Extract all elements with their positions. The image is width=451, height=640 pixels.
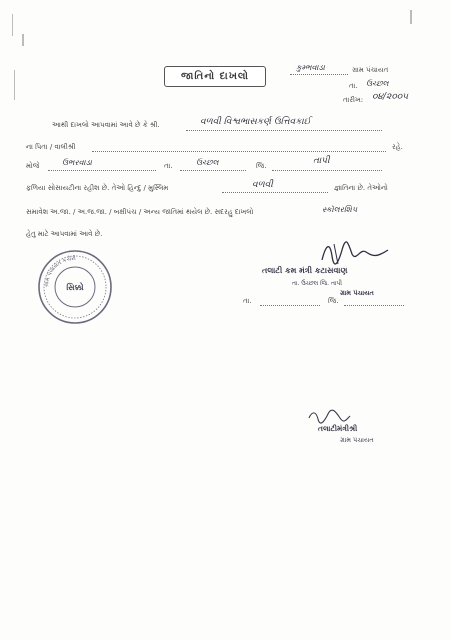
stamp-line1: તલાટી કમ મંત્રી કટાસવાણ	[262, 266, 348, 275]
office-seal	[36, 248, 114, 326]
scan-mark-top-right	[410, 10, 412, 24]
header-date-label: તારીખ:	[343, 96, 364, 104]
document-title: જાતિનો દાખલો	[164, 66, 266, 87]
body-name-rule	[186, 130, 382, 131]
header-taluka: ઉચ્છલ	[366, 79, 389, 88]
body-taluka-label: તા.	[164, 162, 173, 170]
body-district-label: જિ.	[256, 162, 267, 170]
body-purpose: સ્કૉલરશિપ	[322, 205, 358, 214]
body-line4-pre: ફળિયા સોસાયટીના રહીશ છે. તેઓ હિન્દુ / મુસ્લિમ	[26, 184, 169, 192]
body-line3-label: મોજે	[26, 162, 40, 170]
seal-center-text: સિક્કો	[66, 283, 84, 292]
footer-title: તલાટીમંત્રીશ્રી	[318, 424, 358, 433]
body-district-rule	[272, 170, 382, 171]
body-caste: વળવી	[252, 180, 273, 190]
signature-upper	[318, 238, 392, 268]
body-taluka-rule	[180, 170, 246, 171]
footer-ta-label: તા.	[243, 297, 252, 305]
header-date: ૦૪/૨૦૦૫	[372, 92, 409, 102]
body-district: તાપી	[313, 156, 330, 166]
stamp-line3: ગ્રામ પંચાયત	[340, 289, 374, 297]
body-taluka: ઉચ્છલ	[196, 158, 219, 167]
body-line2-label: ના પિતા / વાલીશ્રી	[26, 143, 76, 151]
body-line5-text: સમાવેશ અ.જા. / અ.જ.જા. / બક્ષીપંચ / અન્ય જાતિમાં થયેલ છે. સદરહુ દાખલો	[26, 208, 254, 216]
body-line1-text: આથી દાખલો આપવામાં આવે છે કે શ્રી.	[52, 121, 160, 129]
footer-ta-rule	[260, 305, 320, 306]
body-line4-post: જ્ઞાતિના છે. તેઓનો	[334, 184, 388, 192]
header-taluka-label: તા.	[349, 82, 358, 90]
signature-lower	[306, 408, 352, 424]
body-village: ઉભરવાડા	[62, 158, 92, 167]
body-line2-suffix: રહે.	[392, 143, 403, 151]
footer-ji-rule	[344, 305, 404, 306]
header-village: કુમ્ભવાડા	[296, 63, 325, 72]
scan-mark-top-left	[22, 34, 24, 46]
body-village-rule	[48, 170, 156, 171]
body-name: વળવી વિશ્વભાસકર્ણ ઉત્તિવકાઈ	[200, 117, 311, 127]
footer-ji-label: જિ.	[328, 297, 339, 305]
scan-mark-left-2	[14, 70, 15, 100]
header-village-rule	[290, 74, 348, 75]
body-line6-text: હેતુ માટે આપવામાં આવે છે.	[26, 230, 103, 238]
footer-panchayat: ગ્રામ પંચાયત	[340, 436, 374, 444]
header-gram-panchayat: ગ્રામ પંચાયત	[352, 66, 389, 74]
scan-mark-left-1	[12, 14, 13, 36]
body-line2-rule	[92, 151, 386, 152]
seal-outer-text: ગ્રામ પંચાયત કચેરી	[43, 255, 76, 288]
stamp-line2: તા. ઉચ્છલ જિ. તાપી	[292, 280, 343, 287]
body-caste-rule	[222, 192, 328, 193]
